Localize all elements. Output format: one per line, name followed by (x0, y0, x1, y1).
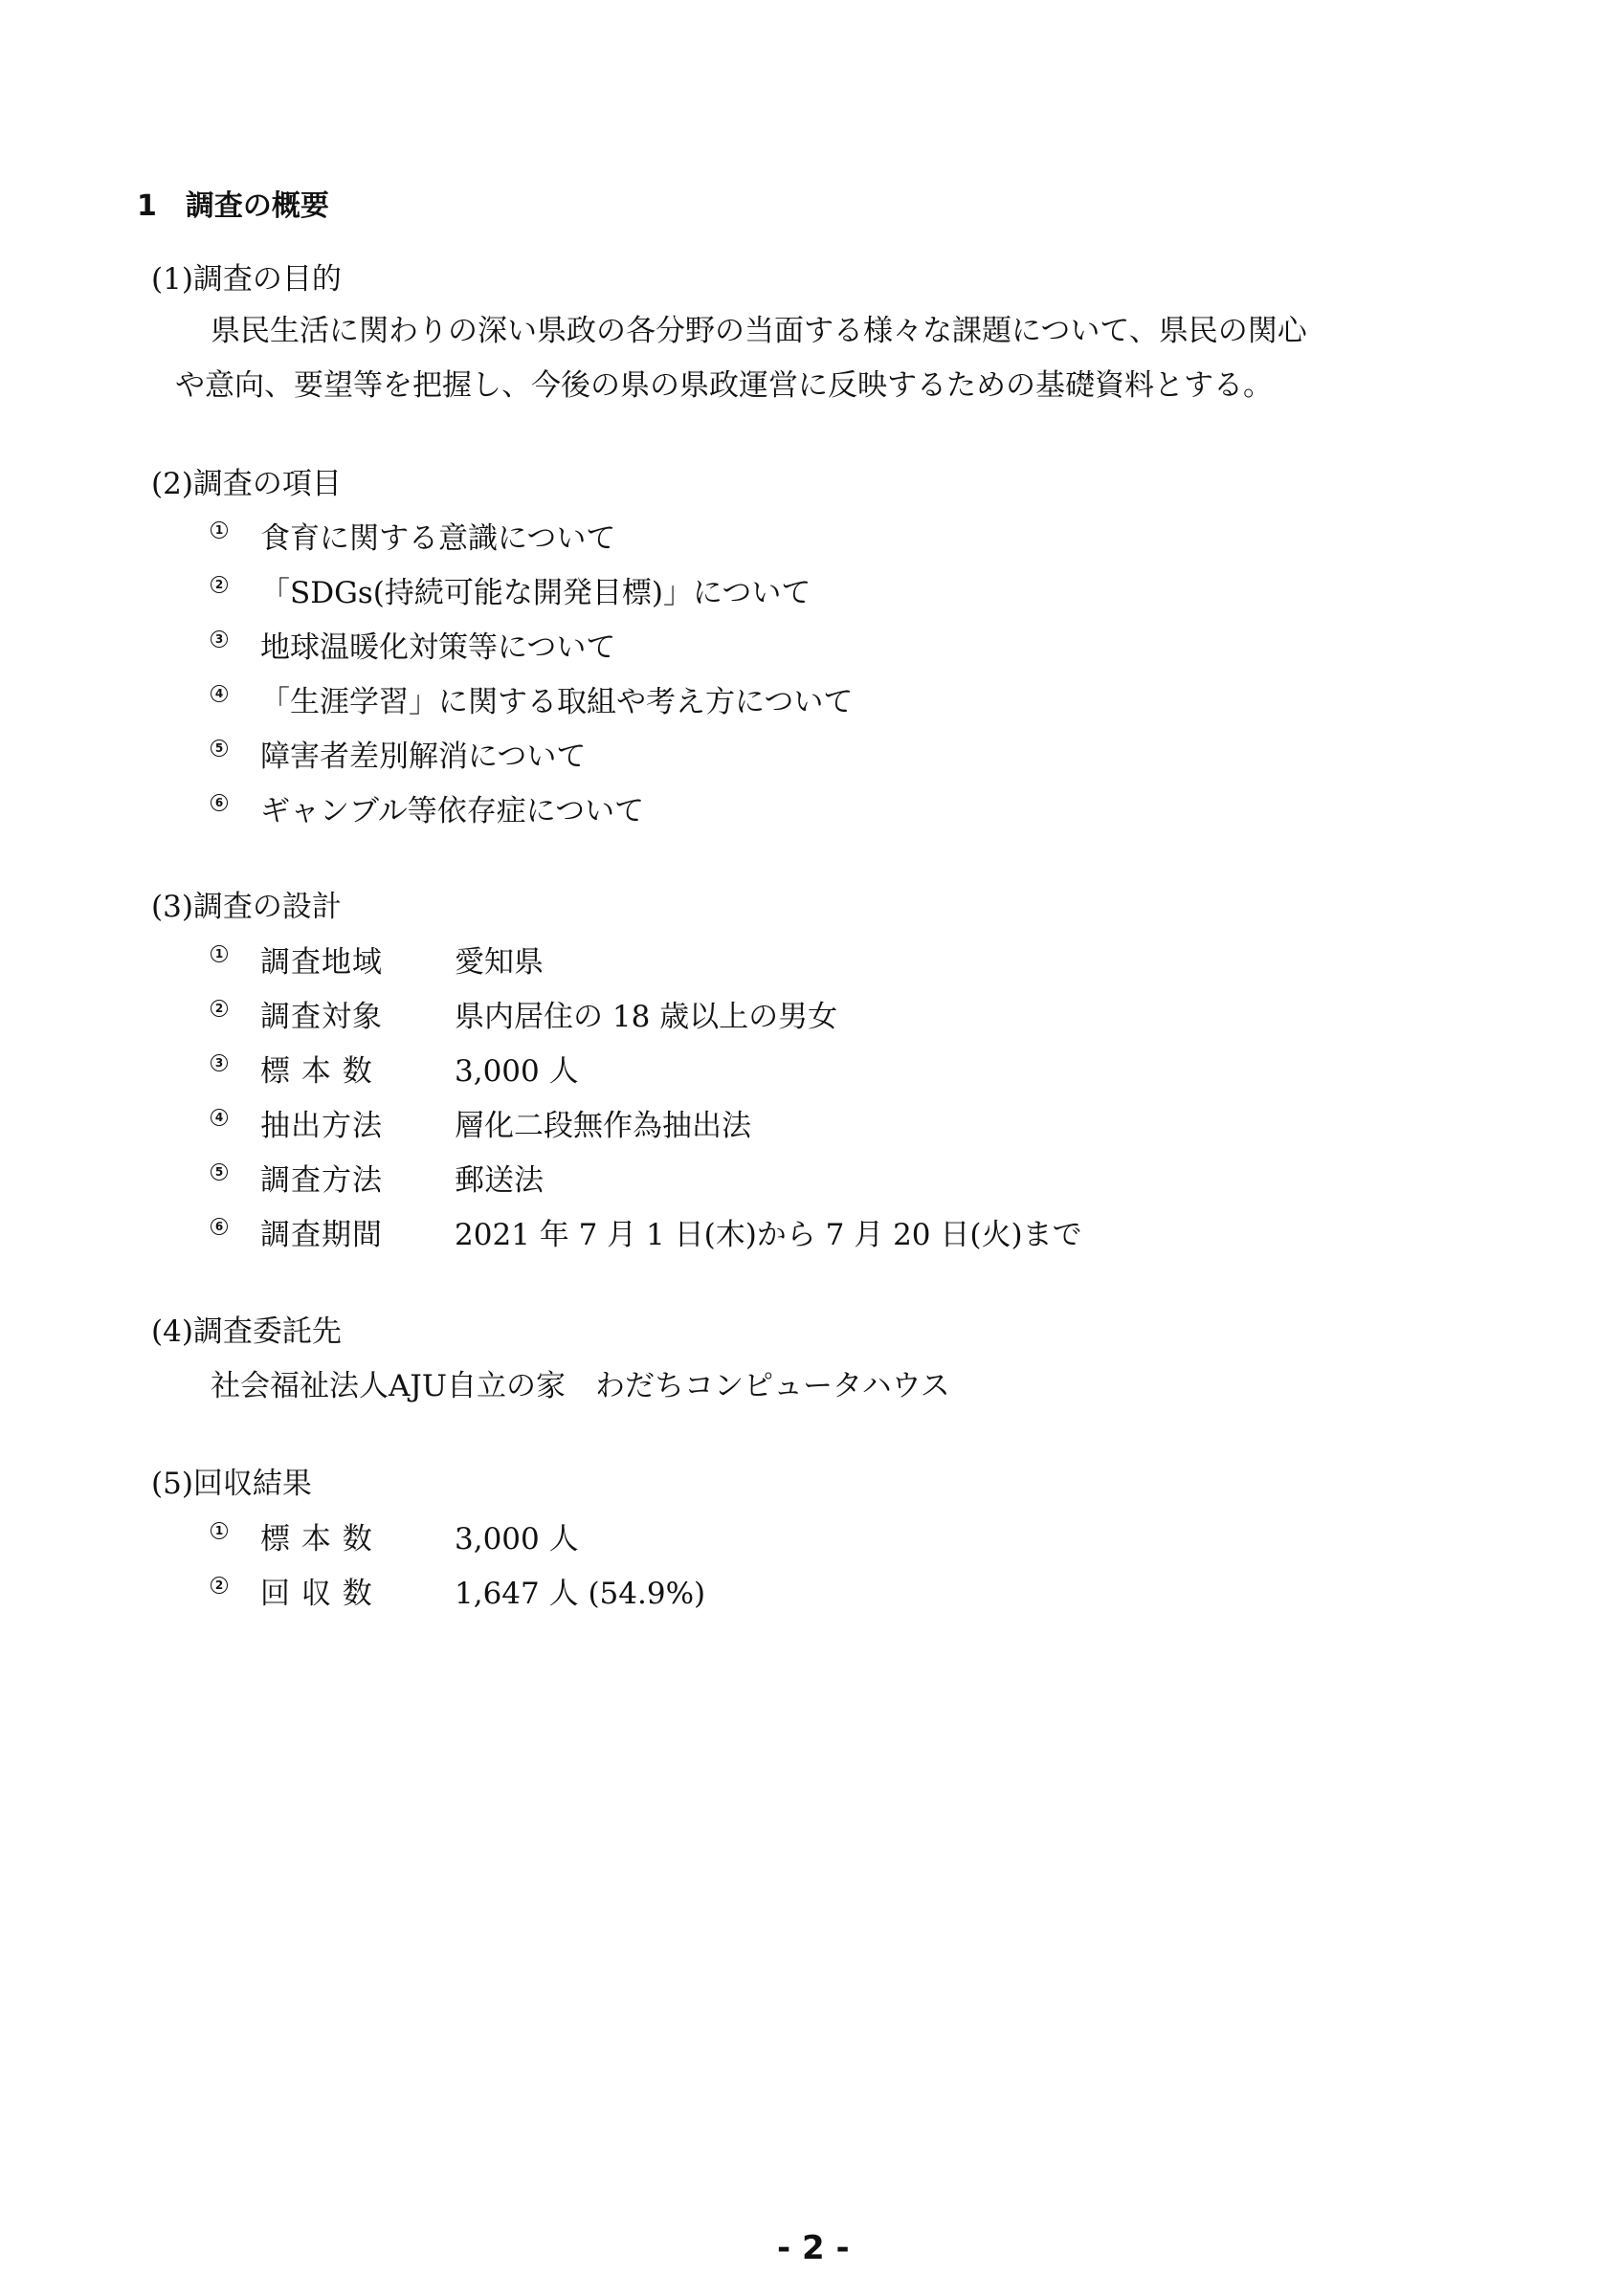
design-value: 層化二段無作為抽出法 (455, 1109, 751, 1143)
purpose-title: (1)調査の目的 (151, 262, 342, 297)
circled-number-icon: 4 (211, 685, 228, 702)
item-text: 「SDGs(持続可能な開発目標)」について (260, 576, 812, 610)
design-title: (3)調査の設計 (151, 890, 342, 924)
page-number: - 2 - (777, 2229, 850, 2267)
circled-number-icon: 2 (211, 576, 228, 593)
circled-number-icon: 5 (211, 740, 228, 757)
item-text: ギャンブル等依存症について (260, 794, 645, 828)
circled-number-icon: 6 (211, 1218, 228, 1235)
circled-number-icon: 1 (211, 521, 228, 539)
results-label: 回 収 数 (260, 1577, 373, 1611)
section-heading: 1 調査の概要 (137, 189, 329, 223)
circled-number-icon: 3 (211, 630, 228, 648)
design-value: 2021 年 7 月 1 日(木)から 7 月 20 日(火)まで (455, 1218, 1082, 1252)
design-value: 郵送法 (455, 1163, 544, 1198)
circled-number-icon: 2 (211, 1000, 228, 1017)
circled-number-icon: 4 (211, 1109, 228, 1126)
design-label: 調査地域 (260, 945, 383, 980)
item-text: 「生涯学習」に関する取組や考え方について (260, 685, 854, 719)
design-label: 調査対象 (260, 1000, 383, 1034)
circled-number-icon: 3 (211, 1054, 228, 1071)
design-value: 3,000 人 (455, 1054, 579, 1089)
results-value: 1,647 人 (54.9%) (455, 1577, 706, 1611)
circled-number-icon: 5 (211, 1163, 228, 1181)
circled-number-icon: 6 (211, 794, 228, 811)
design-label: 調査方法 (260, 1163, 383, 1198)
design-label: 標 本 数 (260, 1054, 373, 1089)
contractor-title: (4)調査委託先 (151, 1314, 342, 1349)
circled-number-icon: 1 (211, 1522, 228, 1539)
items-title: (2)調査の項目 (151, 467, 342, 501)
purpose-line-2: や意向、要望等を把握し、今後の県の県政運営に反映するための基礎資料とする。 (175, 368, 1273, 403)
results-label: 標 本 数 (260, 1522, 373, 1556)
item-text: 障害者差別解消について (260, 740, 587, 774)
circled-number-icon: 2 (211, 1577, 228, 1594)
design-label: 抽出方法 (260, 1109, 383, 1143)
design-label: 調査期間 (260, 1218, 383, 1252)
circled-number-icon: 1 (211, 945, 228, 962)
results-title: (5)回収結果 (151, 1467, 312, 1501)
purpose-line-1: 県民生活に関わりの深い県政の各分野の当面する様々な課題について、県民の関心 (211, 314, 1307, 348)
contractor-value: 社会福祉法人AJU自立の家 わだちコンピュータハウス (211, 1369, 950, 1403)
results-value: 3,000 人 (455, 1522, 579, 1556)
item-text: 地球温暖化対策等について (260, 630, 616, 665)
item-text: 食育に関する意識について (260, 521, 616, 556)
design-value: 愛知県 (455, 945, 544, 980)
design-value: 県内居住の 18 歳以上の男女 (455, 1000, 838, 1034)
